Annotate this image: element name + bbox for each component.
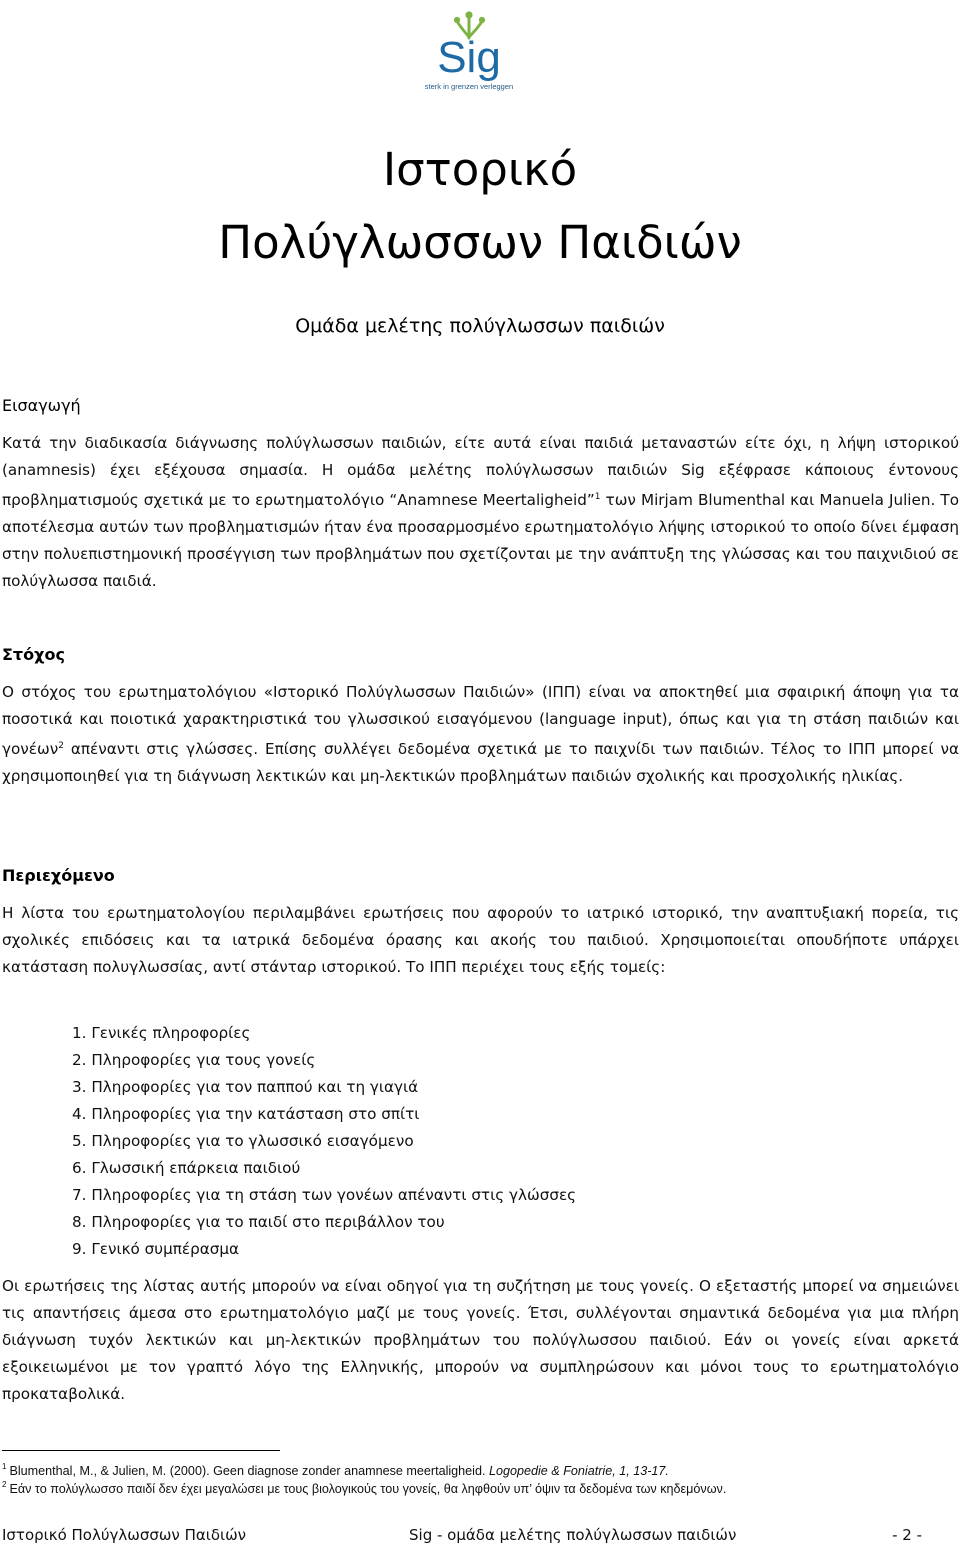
footnote-ref-1: 1 [594, 492, 601, 502]
list-item: 7. Πληροφορίες για τη στάση των γονέων απέναντι στις γλώσσες [72, 1186, 577, 1204]
list-item: 1. Γενικές πληροφορίες [72, 1024, 251, 1042]
footnote-divider [2, 1450, 280, 1451]
list-item: 8. Πληροφορίες για το παιδί στο περιβάλλον του [72, 1213, 445, 1231]
content-outro-paragraph: Οι ερωτήσεις της λίστας αυτής μπορούν να είναι οδηγοί για τη συζήτηση με τους γονείς. Ο εξεταστής μπορεί να σημειώνει τις απαντήσεις άμεσα στο ερωτηματολόγιο μαζί με τους γονείς. Έτσι, συλλέγονται σημαντικά δεδομένα για μια πλήρη διάγνωση τυχόν λεκτικών και μη-λεκτικών προβλημάτων του πολύγλωσσου παιδιού. Εάν οι γονείς είναι αρκετά εξοικειωμένοι με τον γραπτό λόγο της Ελληνικής, μπορούν να συμπληρώσουν και μόνοι τους το ερωτηματολόγιο προκαταβολικά. [2, 1277, 959, 1403]
intro-text-1: Κατά την διαδικασία διάγνωσης πολύγλωσσων παιδιών, είτε αυτά είναι παιδιά μεταναστών είτε όχι, η λήψη ιστορικού (anamnesis) έχει εξέχουσα σημασία. Η ομάδα μελέτης πολύγλωσσων παιδιών Sig εξέφρασε κάποιους έντονους προβληματισμούς σχετικά με το ερωτηματολόγιο “Anamnese Meertaligheid” [2, 434, 959, 510]
sig-logo-mark [416, 8, 522, 82]
footnote-text: Blumenthal, M., & Julien, M. (2000). Geen diagnose zonder anamnese meertaligheid. [9, 1464, 489, 1478]
list-item: 4. Πληροφορίες για την κατάσταση στο σπίτι [72, 1105, 420, 1123]
footnote-2 [2, 1480, 726, 1496]
intro-text-2: των Mirjam Blumenthal και Manuela Julien. Το αποτέλεσμα αυτών των προβληματισμών ήταν ένα προσαρμοσμένο ερωτηματολόγιο λήψης ιστορικού το οποίο δίνει έμφαση στην πολυεπιστημονική προσέγγιση των προβλημάτων που σχετίζονται με την ανάπτυξη της γλώσσας και του παιχνιδιού σε πολύγλωσσα παιδιά. [2, 491, 959, 591]
list-item: 3. Πληροφορίες για τον παππού και τη γιαγιά [72, 1078, 419, 1096]
list-item: 9. Γενικό συμπέρασμα [72, 1240, 240, 1258]
footnote-1 [2, 1462, 669, 1478]
goal-heading: Στόχος [2, 645, 65, 664]
footer-center: Sig - ομάδα μελέτης πολύγλωσσων παιδιών [409, 1526, 737, 1544]
intro-heading: Εισαγωγή [2, 396, 81, 415]
footnote-ref-2: 2 [58, 741, 64, 751]
list-item: 2. Πληροφορίες για τους γονείς [72, 1051, 316, 1069]
footnote-text: Εάν το πολύγλωσσο παιδί δεν έχει μεγαλώσει με τους βιολογικούς του γονείς, θα ληφθούν υπ’ όψιν τα δεδομένα των κηδεμόνων. [9, 1482, 727, 1496]
footnote-journal: Logopedie & Foniatrie, 1, 13-17. [488, 1464, 669, 1478]
document-title-line-2: Πολύγλωσσων Παιδιών [218, 216, 742, 269]
list-item: 6. Γλωσσική επάρκεια παιδιού [72, 1159, 301, 1177]
goal-text-1: Ο στόχος του ερωτηματολόγιου «Ιστορικό Πολύγλωσσων Παιδιών» (ΙΠΠ) είναι να αποκτηθεί μια σφαιρική άποψη για τα ποσοτικά και ποιοτικά χαρακτηριστικά του γλωσσικού εισαγόμενου (language input), όπως και για τη στάση παιδιών και γονέων [2, 683, 959, 759]
goal-text-2: απέναντι στις γλώσσες. Επίσης συλλέγει δεδομένα σχετικά με το παιχνίδι των παιδιών. Τέλος το ΙΠΠ μπορεί να χρησιμοποιηθεί για τη διάγνωση λεκτικών και μη-λεκτικών προβλημάτων παιδιών σχολικής και προσχολικής ηλικίας. [2, 740, 959, 786]
logo-tagline: sterk in grenzen verleggen [424, 82, 514, 91]
footnote-number: 1 [2, 1462, 7, 1471]
sections-list [72, 1020, 576, 1263]
footer-page-number: - 2 - [892, 1526, 922, 1544]
document-subtitle: Ομάδα μελέτης πολύγλωσσων παιδιών [295, 315, 665, 337]
content-intro-paragraph: Η λίστα του ερωτηματολογίου περιλαμβάνει ερωτήσεις που αφορούν το ιατρικό ιστορικό, την αναπτυξιακή πορεία, τις σχολικές επιδόσεις και τα ιατρικά δεδομένα όρασης και ακοής του παιδιού. Χρησιμοποιείται οπουδήποτε υπάρχει κατάσταση πολυγλωσσίας, αντί στάνταρ ιστορικού. Το ΙΠΠ περιέχει τους εξής τομείς: [2, 904, 959, 976]
goal-paragraph [2, 679, 959, 790]
intro-paragraph [2, 430, 959, 595]
logo-text: Sig [437, 33, 501, 82]
list-item: 5. Πληροφορίες για το γλωσσικό εισαγόμενο [72, 1132, 414, 1150]
footer-left: Ιστορικό Πολύγλωσσων Παιδιών [2, 1526, 247, 1544]
content-heading: Περιεχόμενο [2, 866, 115, 885]
footnote-number: 2 [2, 1480, 7, 1489]
sig-logo [416, 8, 522, 94]
document-title-line-1: Ιστορικό [382, 143, 578, 196]
